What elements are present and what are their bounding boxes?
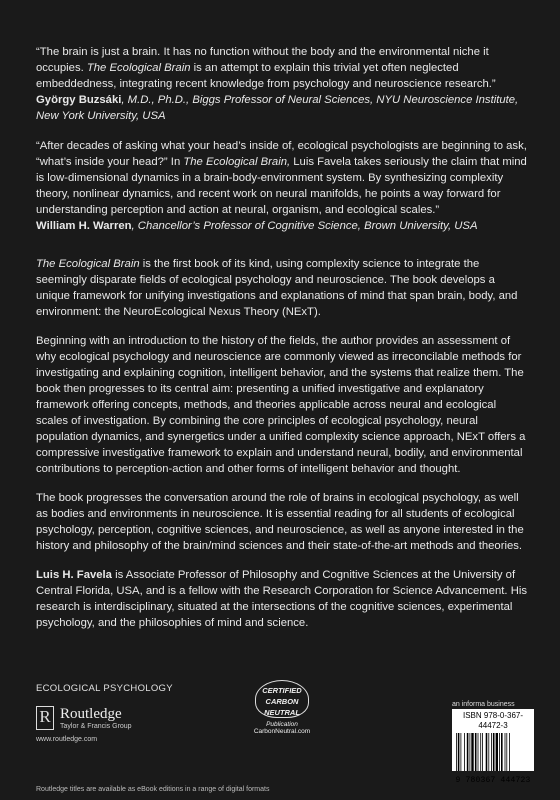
book-title: The Ecological Brain, [183, 156, 291, 168]
barcode-bar [496, 733, 498, 771]
barcode-bar [464, 733, 465, 771]
barcode-bar [480, 733, 481, 771]
carbon-neutral-badge [244, 680, 320, 735]
book-title: The Ecological Brain [86, 62, 191, 74]
carbon-neutral-icon [255, 680, 309, 718]
quote-buzsaki [36, 44, 530, 124]
cn-line: CERTIFIED [262, 686, 302, 695]
cn-line: CARBON [265, 697, 299, 706]
barcode-bar [470, 733, 471, 771]
publisher-group: Taylor & Francis Group [60, 723, 132, 730]
quote-author: William H. Warren [36, 220, 132, 232]
quote-text: Luis Favela takes seriously the claim that mind is low-dimensional dynamics in a brain-body-environment system. By synthesizing complexity theory, nonlinear dynamics, and recent work on neural manifolds, he points a way forward for understanding perception and action at neural, organism, and ecological scales.” [36, 156, 527, 216]
barcode-digits: 9 780367 444723 [455, 776, 531, 785]
barcode-bar [461, 733, 462, 771]
barcode-bar [456, 733, 457, 771]
quote-affiliation: , Chancellor’s Professor of Cognitive Science, Brown University, USA [131, 220, 478, 232]
author-name: Luis H. Favela [36, 569, 112, 581]
barcode-bar [491, 733, 492, 771]
bio-text: is Associate Professor of Philosophy and Cognitive Sciences at the University of Central Florida, USA, and is a fellow with the Research Corporation for Science Advancement. His research is interdisciplinary, situated at the intersections of the cognitive sciences, experimental psychology, and the philosophies of mind and science. [36, 569, 528, 629]
barcode-bar [506, 733, 507, 771]
description-paragraph: Beginning with an introduction to the history of the fields, the author provides an assessment of why ecological psychology and neuroscience are commonly viewed as irreconcilable methods for investigating and explaining cognition, intelligent behavior, and the systems that realize them. The book then progresses to its central aim: presenting a unified investigative and explanatory framework offering concepts, methods, and theories applicable across neural and ecological scales of investigation. By combining the core principles of ecological psychology, neural population dynamics, and synergetics under a unified complexity science approach, NExT offers a compressive investigative framework to explain and understand neural, bodily, and environmental contributions to perception-action and other forms of intelligent behavior and thought. [36, 335, 526, 475]
book-title: The Ecological Brain [36, 258, 140, 270]
barcode-bar [471, 733, 473, 771]
publisher-url: www.routledge.com [36, 736, 98, 743]
series-name: ECOLOGICAL PSYCHOLOGY [36, 683, 173, 694]
barcode-bar [499, 733, 500, 771]
barcode-bar [482, 733, 483, 771]
barcode-bar [458, 733, 460, 771]
barcode-bar [493, 733, 495, 771]
quote-warren [36, 138, 530, 234]
barcode-bar [505, 733, 506, 771]
publisher-logo [36, 706, 132, 731]
description-paragraph [36, 256, 530, 320]
cn-url: CarbonNeutral.com [253, 728, 311, 735]
quote-text: “After decades of asking what your head’s inside of, ecological psychologists are beginning to ask, “what’s inside your head?” In [36, 140, 527, 168]
barcode-bar [486, 733, 488, 771]
informa-tagline: an informa business [452, 701, 515, 708]
back-cover-text [36, 44, 530, 644]
cn-publication: Publication [266, 721, 298, 728]
quote-affiliation: , M.D., Ph.D., Biggs Professor of Neural Sciences, NYU Neuroscience Institute, New York University, USA [36, 94, 519, 122]
quote-text: is an attempt to explain this trivial yet often neglected embeddedness, integrating recent knowledge from psychology and neuroscience research.” [36, 62, 496, 90]
barcode-icon [455, 733, 531, 771]
routledge-logo-icon: R [36, 706, 54, 730]
barcode-bar [475, 733, 477, 771]
ebook-note: Routledge titles are available as eBook editions in a range of digital formats [36, 786, 270, 793]
barcode-bar [467, 733, 469, 771]
quote-author: György Buzsáki [36, 94, 122, 106]
paragraph-text: is the first book of its kind, using complexity science to integrate the seemingly disparate fields of ecological psychology and neuroscience. The book develops a unique framework for unifying investigations and explanations of mind that span brain, body, and environment: the NeuroEcological Nexus Theory (NExT). [36, 258, 518, 318]
description-paragraph: The book progresses the conversation around the role of brains in ecological psychology, as well as bodies and environments in neuroscience. It is essential reading for all students of ecological psychology, perception, cognitive sciences, and neuroscience, as well as anyone interested in the history and philosophy of the brain/mind sciences and their state-of-the-art methods and theories. [36, 492, 524, 552]
isbn-text: ISBN 978-0-367-44472-3 [462, 711, 524, 730]
author-bio [36, 567, 530, 631]
isbn-barcode [452, 709, 534, 785]
quote-text: “The brain is just a brain. It has no function without the body and the environmental niche it occupies. [36, 46, 489, 74]
barcode-bar [509, 733, 510, 771]
barcode-bar [488, 733, 489, 771]
cn-line: NEUTRAL [264, 708, 300, 717]
barcode-bar [478, 733, 479, 771]
publisher-name: Routledge [60, 706, 122, 722]
barcode-bar [501, 733, 503, 771]
